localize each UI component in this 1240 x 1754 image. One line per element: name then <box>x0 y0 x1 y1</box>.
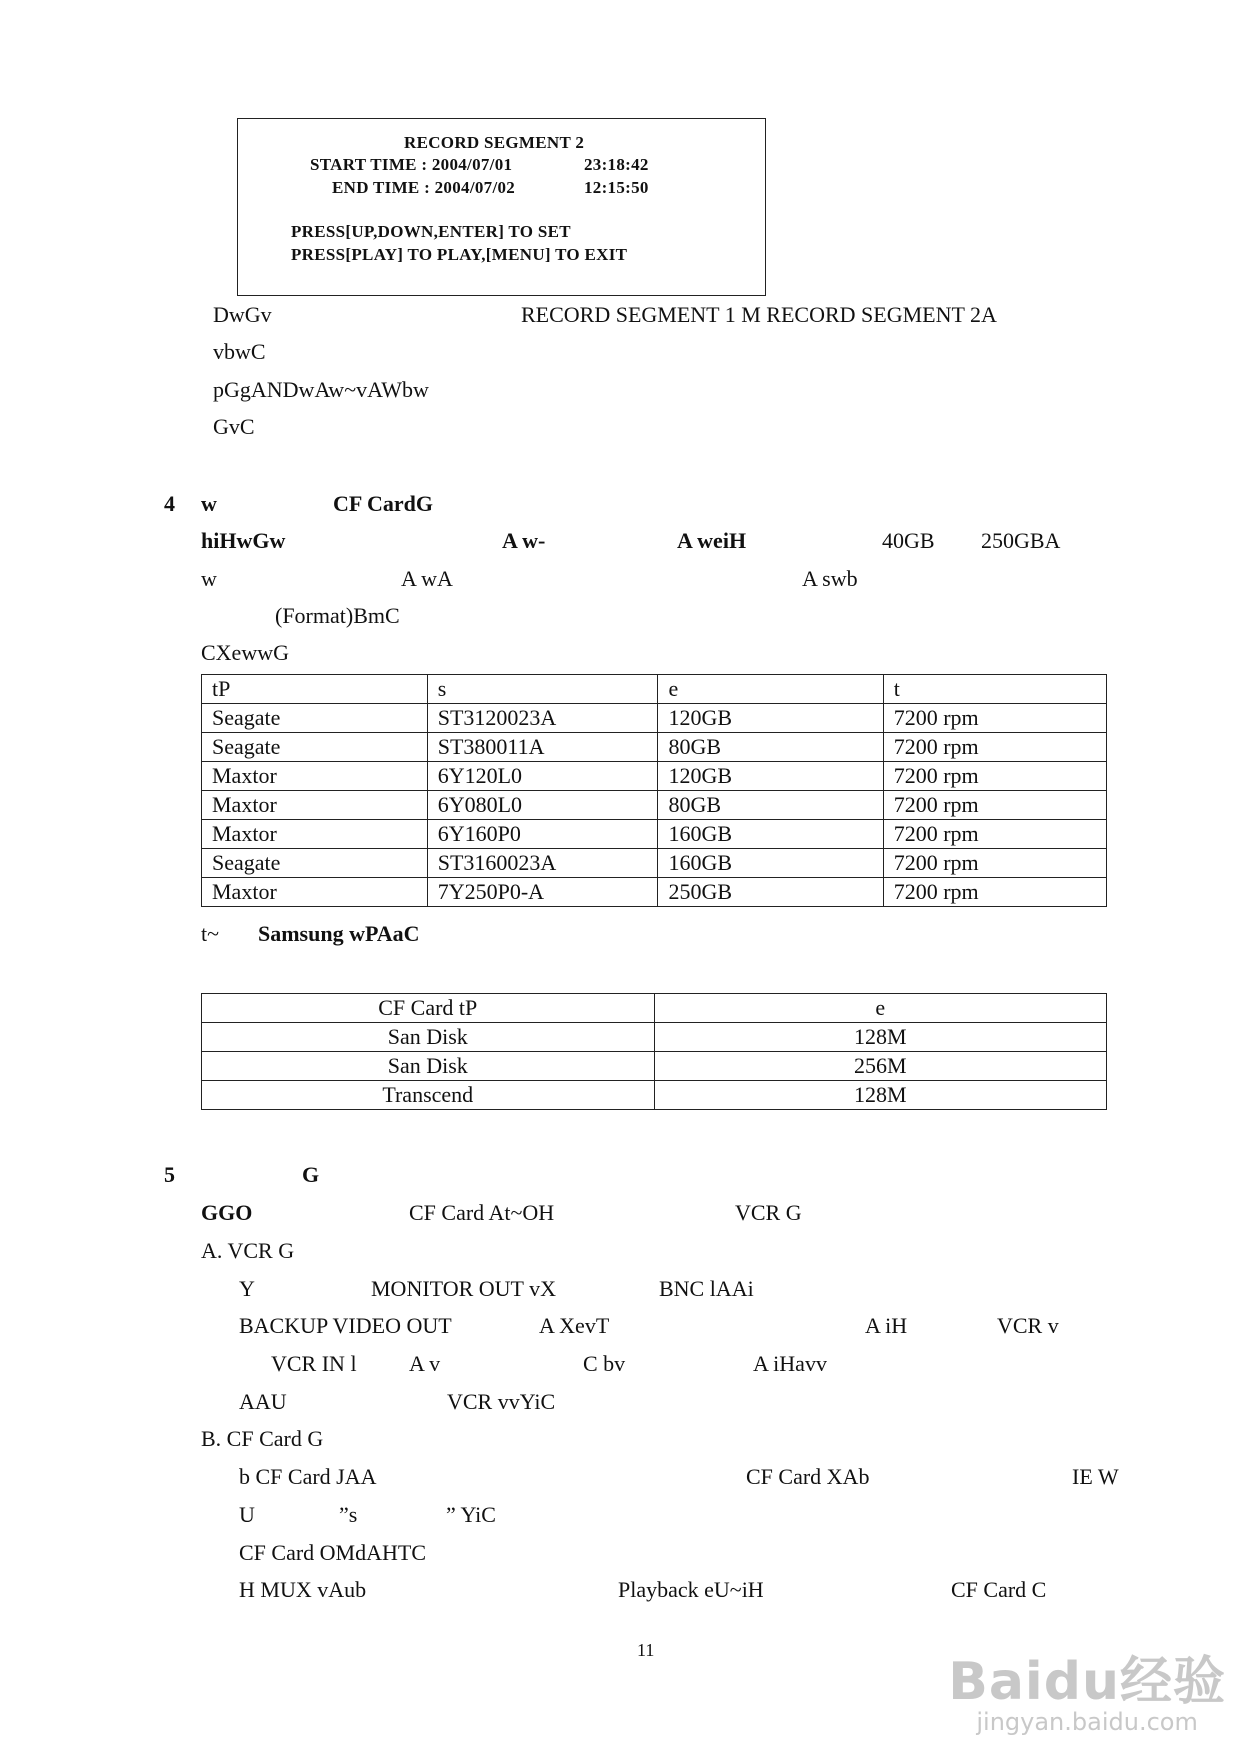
section-5-item-a: A. VCR G <box>201 1238 295 1263</box>
section-4-number: 4 <box>164 491 175 516</box>
section-5-a1a: Y <box>239 1276 255 1301</box>
table-cell: 6Y080L0 <box>427 791 658 820</box>
table-cell: 160GB <box>658 820 883 849</box>
table-cell: 7200 rpm <box>883 878 1106 907</box>
watermark-url: jingyan.baidu.com <box>976 1708 1198 1736</box>
table-cell: ST380011A <box>427 733 658 762</box>
section-4-p2c: A swb <box>802 566 858 591</box>
section-5-a3a: VCR IN l <box>271 1351 357 1376</box>
intro-line-1b: RECORD SEGMENT 1 M RECORD SEGMENT 2A <box>521 302 997 327</box>
table-cell: Maxtor <box>202 820 428 849</box>
section-5-b3: CF Card OMdAHTC <box>239 1540 427 1565</box>
table-cell: 250GB <box>658 878 883 907</box>
table-cell: 256M <box>654 1052 1107 1081</box>
section-5-a1b: MONITOR OUT vX <box>371 1276 556 1301</box>
table-cell: 80GB <box>658 733 883 762</box>
table-cell: 160GB <box>658 849 883 878</box>
table-row <box>202 733 1107 762</box>
osd-end-time: 12:15:50 <box>584 178 649 197</box>
table-row <box>202 1023 1107 1052</box>
table-cell: 7200 rpm <box>883 820 1106 849</box>
section-4-p2b: A wA <box>401 566 453 591</box>
table-cell: ST3120023A <box>427 704 658 733</box>
osd-screen-box <box>237 118 766 296</box>
table-header-cell: CF Card tP <box>202 994 655 1023</box>
section-5-a4a: AAU <box>239 1389 287 1414</box>
table-row <box>202 878 1107 907</box>
section-5-b2a: U <box>239 1502 255 1527</box>
table-cell: Seagate <box>202 704 428 733</box>
table-cell: 7200 rpm <box>883 849 1106 878</box>
section-4-p4: CXewwG <box>201 640 289 665</box>
osd-instruction-set: PRESS[UP,DOWN,ENTER] TO SET <box>291 222 571 241</box>
section-5-a2b: A XevT <box>539 1313 610 1338</box>
section-5-b4c: CF Card C <box>951 1577 1047 1602</box>
section-4-p2a: w <box>201 566 217 591</box>
baidu-jingyan-watermark <box>948 1639 1226 1736</box>
table-cell: Maxtor <box>202 791 428 820</box>
intro-line-4: GvC <box>213 414 255 439</box>
section-4-p1b: A w- <box>502 528 546 553</box>
table-header-cell: s <box>427 675 658 704</box>
table-cell: 120GB <box>658 704 883 733</box>
watermark-brand: Baidu经验 <box>948 1652 1226 1712</box>
table-cell: 6Y160P0 <box>427 820 658 849</box>
table-cell: 120GB <box>658 762 883 791</box>
table-header-row <box>202 994 1107 1023</box>
section-4-p1a: hiHwGw <box>201 528 286 553</box>
table-cell: San Disk <box>202 1023 655 1052</box>
intro-line-3: pGgANDwAw~vAWbw <box>213 377 429 402</box>
section-5-a2c: A iH <box>865 1313 908 1338</box>
table-row <box>202 762 1107 791</box>
osd-title: RECORD SEGMENT 2 <box>404 133 585 152</box>
section-4-p1e: 250GBA <box>981 528 1061 553</box>
page-number: 11 <box>637 1640 655 1660</box>
section-5-title: G <box>302 1162 320 1187</box>
table-header-row <box>202 675 1107 704</box>
section-5-a3c: C bv <box>583 1351 626 1376</box>
section-5-b1c: IE W <box>1072 1464 1119 1489</box>
table-cell: 7200 rpm <box>883 704 1106 733</box>
table-header-cell: e <box>654 994 1107 1023</box>
table-cell: San Disk <box>202 1052 655 1081</box>
table-cell: Transcend <box>202 1081 655 1110</box>
table-header-cell: tP <box>202 675 428 704</box>
section-5-b2c: ” YiC <box>446 1502 496 1527</box>
table-cell: 7200 rpm <box>883 791 1106 820</box>
section-5-l1c: VCR G <box>735 1200 802 1225</box>
intro-line-2: vbwC <box>213 339 266 364</box>
section-5-l1a: GGO <box>201 1200 253 1225</box>
section-5-a2d: VCR v <box>997 1313 1059 1338</box>
section-5-b1a: b CF Card JAA <box>239 1464 377 1489</box>
table-header-cell: t <box>883 675 1106 704</box>
table-cell: 128M <box>654 1081 1107 1110</box>
osd-end-label: END TIME : 2004/07/02 <box>332 178 516 197</box>
section-4-title: CF CardG <box>333 491 434 516</box>
section-5-l1b: CF Card At~OH <box>409 1200 555 1225</box>
table-cell: Maxtor <box>202 878 428 907</box>
section-5-number: 5 <box>164 1162 175 1187</box>
osd-start-label: START TIME : 2004/07/01 <box>310 155 513 174</box>
section-5-b4b: Playback eU~iH <box>618 1577 764 1602</box>
table-row <box>202 849 1107 878</box>
section-4-p3: (Format)BmC <box>275 603 400 628</box>
table-cell: Maxtor <box>202 762 428 791</box>
intro-line-1a: DwGv <box>213 302 272 327</box>
section-5-a3b: A v <box>409 1351 441 1376</box>
section-5-a2a: BACKUP VIDEO OUT <box>239 1313 452 1338</box>
table-cell: Seagate <box>202 849 428 878</box>
section-5-item-b: B. CF Card G <box>201 1426 324 1451</box>
table-row <box>202 820 1107 849</box>
table-cell: 7200 rpm <box>883 733 1106 762</box>
table-cell: 80GB <box>658 791 883 820</box>
table-row <box>202 791 1107 820</box>
table-row <box>202 704 1107 733</box>
table-cell: Seagate <box>202 733 428 762</box>
table-row <box>202 1081 1107 1110</box>
table-header-cell: e <box>658 675 883 704</box>
hdd-compat-table <box>201 674 1107 907</box>
table-cell: 7Y250P0-A <box>427 878 658 907</box>
section-5-b2b: ”s <box>339 1502 358 1527</box>
table-cell: ST3160023A <box>427 849 658 878</box>
section-5-b4a: H MUX vAub <box>239 1577 367 1602</box>
table-cell: 6Y120L0 <box>427 762 658 791</box>
section-4-w: w <box>201 491 217 516</box>
osd-start-time: 23:18:42 <box>584 155 649 174</box>
section-4-note-b: Samsung wPAaC <box>258 921 420 946</box>
table-cell: 7200 rpm <box>883 762 1106 791</box>
section-5-a4b: VCR vvYiC <box>447 1389 556 1414</box>
table-row <box>202 1052 1107 1081</box>
cf-card-compat-table <box>201 993 1107 1110</box>
section-5-a1c: BNC lAAi <box>659 1276 754 1301</box>
section-5-a3d: A iHavv <box>753 1351 827 1376</box>
section-4-p1c: A weiH <box>677 528 747 553</box>
section-4-note-a: t~ <box>201 921 220 946</box>
section-5-b1b: CF Card XAb <box>746 1464 870 1489</box>
table-cell: 128M <box>654 1023 1107 1052</box>
osd-instruction-play: PRESS[PLAY] TO PLAY,[MENU] TO EXIT <box>291 245 628 264</box>
section-4-p1d: 40GB <box>882 528 935 553</box>
